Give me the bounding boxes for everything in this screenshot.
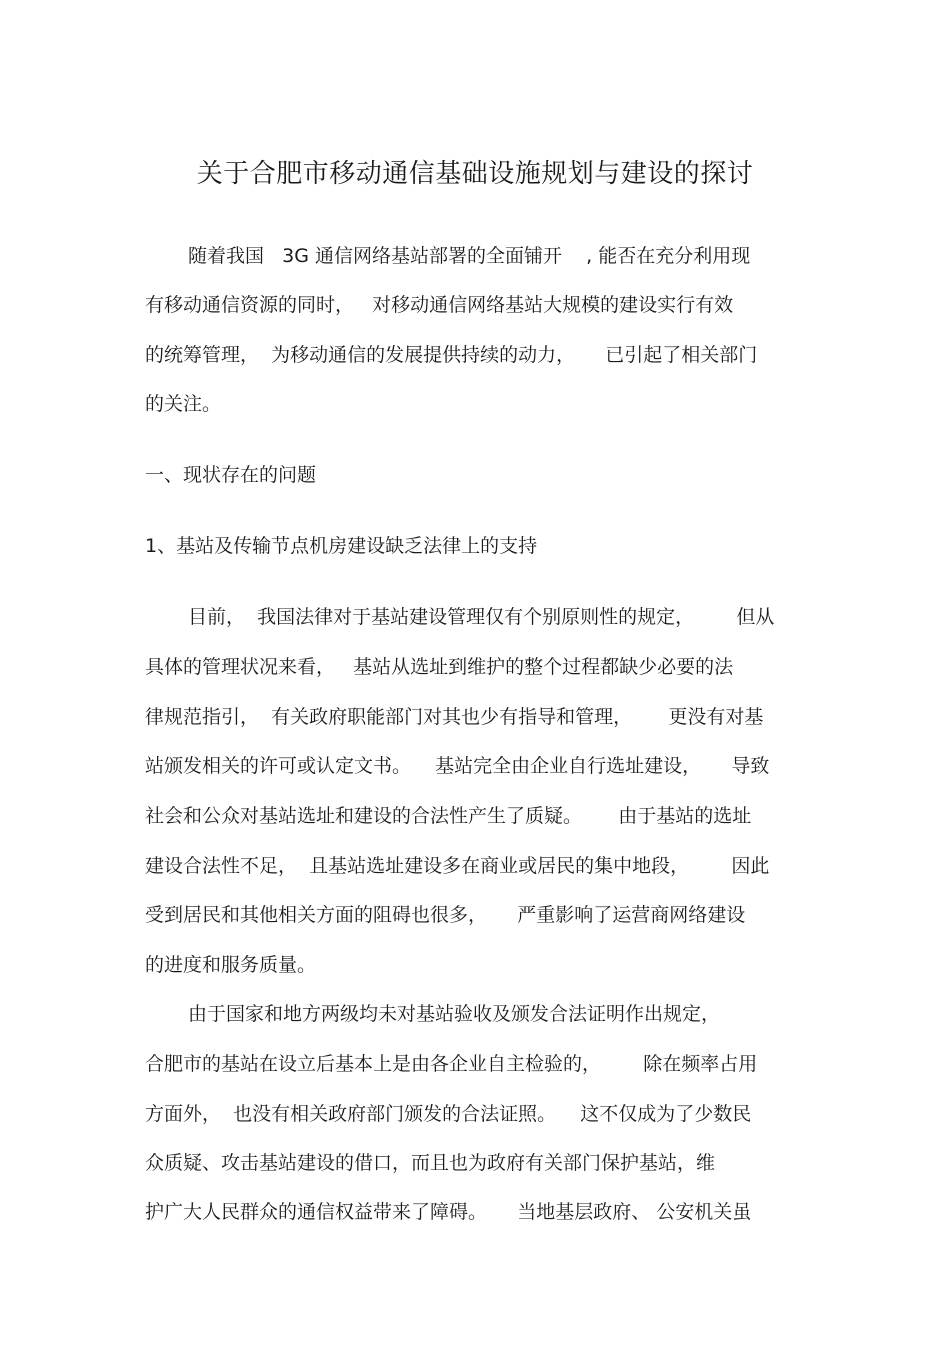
paragraph-2-line-3: 律规范指引， 有关政府职能部门对其也少有指导和管理， 更没有对基 bbox=[145, 706, 764, 728]
document-title: 关于合肥市移动通信基础设施规划与建设的探讨 bbox=[196, 159, 754, 189]
paragraph-2-line-4: 站颁发相关的许可或认定文书。 基站完全由企业自行选址建设， 导致 bbox=[145, 755, 770, 777]
paragraph-2-line-1: 目前， 我国法律对于基站建设管理仅有个别原则性的规定， 但从 bbox=[188, 606, 775, 628]
paragraph-1-line-4: 的关注。 bbox=[145, 393, 222, 415]
paragraph-1-line-2: 有移动通信资源的同时， 对移动通信网络基站大规模的建设实行有效 bbox=[145, 294, 734, 316]
paragraph-2-line-7: 受到居民和其他相关方面的阻碍也很多， 严重影响了运营商网络建设 bbox=[145, 904, 746, 926]
paragraph-3-line-1: 由于国家和地方两级均未对基站验收及颁发合法证明作出规定， bbox=[188, 1003, 721, 1025]
paragraph-1-line-1: 随着我国 3G 通信网络基站部署的全面铺开 , 能否在充分利用现 bbox=[188, 245, 751, 267]
subsection-heading: 1、基站及传输节点机房建设缺乏法律上的支持 bbox=[145, 535, 538, 557]
paragraph-2-line-5: 社会和公众对基站选址和建设的合法性产生了质疑。 由于基站的选址 bbox=[145, 805, 752, 827]
paragraph-2-line-6: 建设合法性不足， 且基站选址建设多在商业或居民的集中地段， 因此 bbox=[145, 855, 770, 877]
paragraph-3-line-5: 护广大人民群众的通信权益带来了障碍。 当地基层政府、 公安机关虽 bbox=[145, 1201, 752, 1223]
paragraph-2-line-2: 具体的管理状况来看， 基站从选址到维护的整个过程都缺少必要的法 bbox=[145, 656, 734, 678]
paragraph-1-line-3: 的统筹管理， 为移动通信的发展提供持续的动力， 已引起了相关部门 bbox=[145, 344, 758, 366]
section-heading: 一、现状存在的问题 bbox=[145, 464, 317, 486]
paragraph-2-line-8: 的进度和服务质量。 bbox=[145, 954, 317, 976]
paragraph-3-line-2: 合肥市的基站在设立后基本上是由各企业自主检验的， 除在频率占用 bbox=[145, 1053, 758, 1075]
paragraph-3-line-4: 众质疑、攻击基站建设的借口，而且也为政府有关部门保护基站，维 bbox=[145, 1152, 716, 1174]
paragraph-3-line-3: 方面外， 也没有相关政府部门颁发的合法证照。 这不仅成为了少数民 bbox=[145, 1103, 752, 1125]
